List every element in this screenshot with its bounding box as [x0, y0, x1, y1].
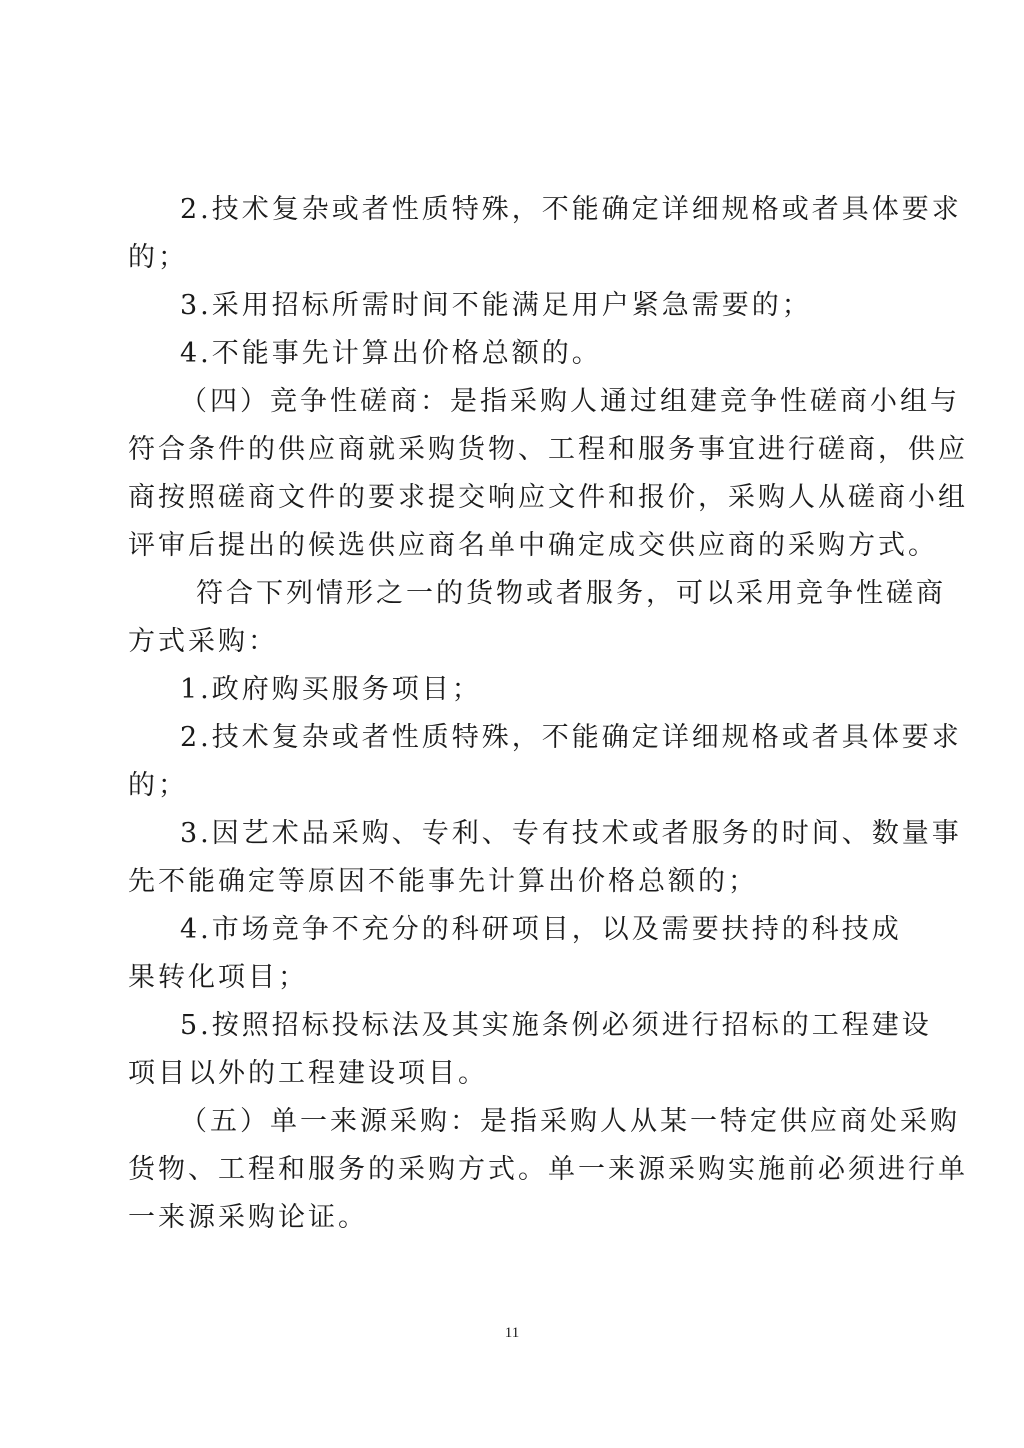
text-line: 4.不能事先计算出价格总额的。 — [180, 338, 602, 369]
text-line: 方式采购： — [128, 626, 278, 657]
text-line: 4.市场竞争不充分的科研项目，以及需要扶持的科技成 — [180, 914, 902, 945]
text-line: 3.采用招标所需时间不能满足用户紧急需要的； — [180, 290, 812, 321]
text-line: 5.按照招标投标法及其实施条例必须进行招标的工程建设 — [180, 1010, 932, 1041]
text-line: 符合条件的供应商就采购货物、工程和服务事宜进行磋商，供应 — [128, 434, 968, 465]
section-heading-line: （五）单一来源采购：是指采购人从某一特定供应商处采购 — [180, 1106, 960, 1137]
text-line: 2.技术复杂或者性质特殊，不能确定详细规格或者具体要求 — [180, 722, 962, 753]
text-line: 3.因艺术品采购、专利、专有技术或者服务的时间、数量事 — [180, 818, 962, 849]
text-line: 1.政府购买服务项目； — [180, 674, 482, 705]
text-line: 货物、工程和服务的采购方式。单一来源采购实施前必须进行单 — [128, 1154, 968, 1185]
text-line: 商按照磋商文件的要求提交响应文件和报价，采购人从磋商小组 — [128, 482, 968, 513]
text-line: 一来源采购论证。 — [128, 1202, 368, 1233]
text-line: 先不能确定等原因不能事先计算出价格总额的； — [128, 866, 758, 897]
text-line: 的； — [128, 770, 188, 801]
text-line: 项目以外的工程建设项目。 — [128, 1058, 488, 1089]
text-line: 符合下列情形之一的货物或者服务，可以采用竞争性磋商 — [196, 578, 946, 609]
text-line: 2.技术复杂或者性质特殊，不能确定详细规格或者具体要求 — [180, 194, 962, 225]
text-line: 果转化项目； — [128, 962, 308, 993]
page-number: 11 — [504, 1325, 520, 1341]
section-heading-line: （四）竞争性磋商：是指采购人通过组建竞争性磋商小组与 — [180, 386, 960, 417]
text-line: 评审后提出的候选供应商名单中确定成交供应商的采购方式。 — [128, 530, 938, 561]
text-line: 的； — [128, 242, 188, 273]
